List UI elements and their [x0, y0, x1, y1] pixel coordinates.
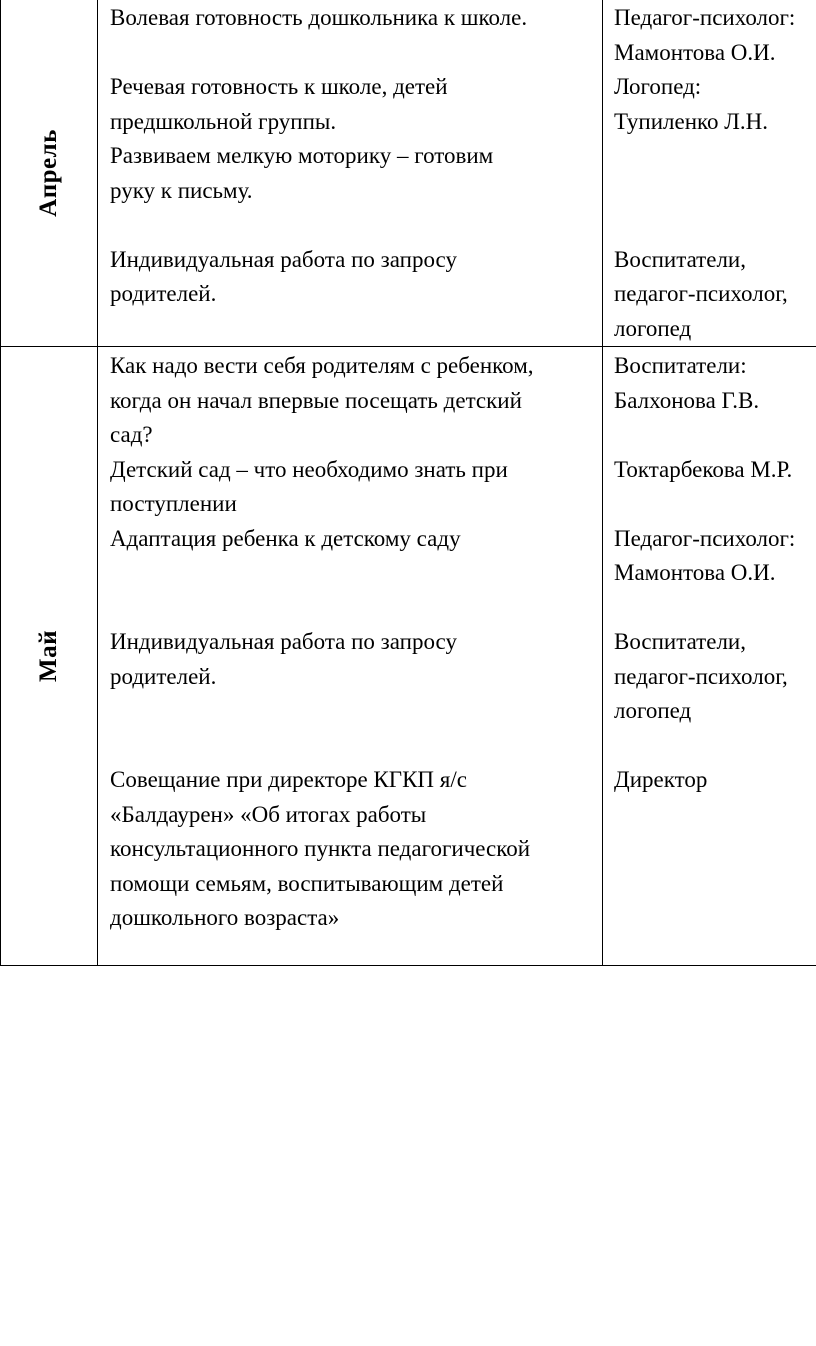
topic-line: когда он начал впервые посещать детский	[110, 387, 522, 413]
topic-line: поступлении	[110, 491, 237, 516]
topic-line: дошкольного возраста»	[110, 905, 340, 930]
topic-line: «Балдаурен» «Об итогах работы	[110, 801, 427, 827]
topic-line: Развиваем мелкую моторику – готовим	[110, 143, 494, 168]
topic-line: Волевая готовность дошкольника к школе.	[110, 5, 528, 30]
responsible-line: Воспитатели:	[614, 353, 747, 378]
responsible-line: Воспитатели,	[614, 629, 746, 654]
responsible-line: Тупиленко Л.Н.	[614, 108, 768, 134]
responsible-line: логопед	[614, 698, 692, 723]
responsible-line: Токтарбекова М.Р.	[614, 456, 793, 482]
topic-line: Речевая готовность к школе, детей	[110, 74, 448, 99]
responsible-line: педагог-психолог,	[614, 663, 788, 689]
topic-line: Индивидуальная работа по запросу	[110, 629, 457, 654]
responsible-line: Директор	[614, 767, 708, 792]
topics-cell-may	[98, 347, 603, 966]
topic-line: Индивидуальная работа по запросу	[110, 246, 457, 272]
topic-line: предшкольной группы.	[110, 108, 337, 134]
responsible-line: Педагог-психолог:	[614, 5, 796, 30]
responsible-line: Мамонтова О.И.	[614, 560, 776, 585]
responsible-line: Мамонтова О.И.	[614, 39, 776, 65]
responsible-line: Балхонова Г.В.	[614, 387, 760, 413]
responsible-line: Педагог-психолог:	[614, 525, 796, 551]
topic-line: родителей.	[110, 663, 217, 689]
topic-line: консультационного пункта педагогической	[110, 836, 531, 861]
responsible-line: Воспитатели,	[614, 246, 746, 272]
month-label: Апрель	[35, 128, 62, 217]
responsible-line: Логопед:	[614, 74, 702, 99]
month-cell-may	[1, 347, 98, 966]
topics-cell-april	[98, 0, 603, 347]
responsible-cell-april	[603, 0, 816, 347]
topic-line: руку к письму.	[110, 177, 253, 203]
topic-line: Как надо вести себя родителям с ребенком,	[110, 353, 534, 378]
topic-line: помощи семьям, воспитывающим детей	[110, 870, 504, 896]
table-row-may	[1, 347, 816, 966]
topic-line: родителей.	[110, 281, 217, 306]
month-cell-april	[1, 0, 98, 347]
topic-line: Адаптация ребенка к детскому саду	[110, 525, 461, 551]
responsible-line: логопед	[614, 315, 692, 341]
responsible-line: педагог-психолог,	[614, 281, 788, 306]
topic-line: сад?	[110, 422, 153, 447]
topic-line: Детский сад – что необходимо знать при	[110, 456, 508, 482]
responsible-cell-may	[603, 347, 816, 966]
table-row-april	[1, 0, 816, 347]
topic-line: Совещание при директоре КГКП я/с	[110, 767, 467, 792]
month-label: Май	[35, 629, 62, 683]
